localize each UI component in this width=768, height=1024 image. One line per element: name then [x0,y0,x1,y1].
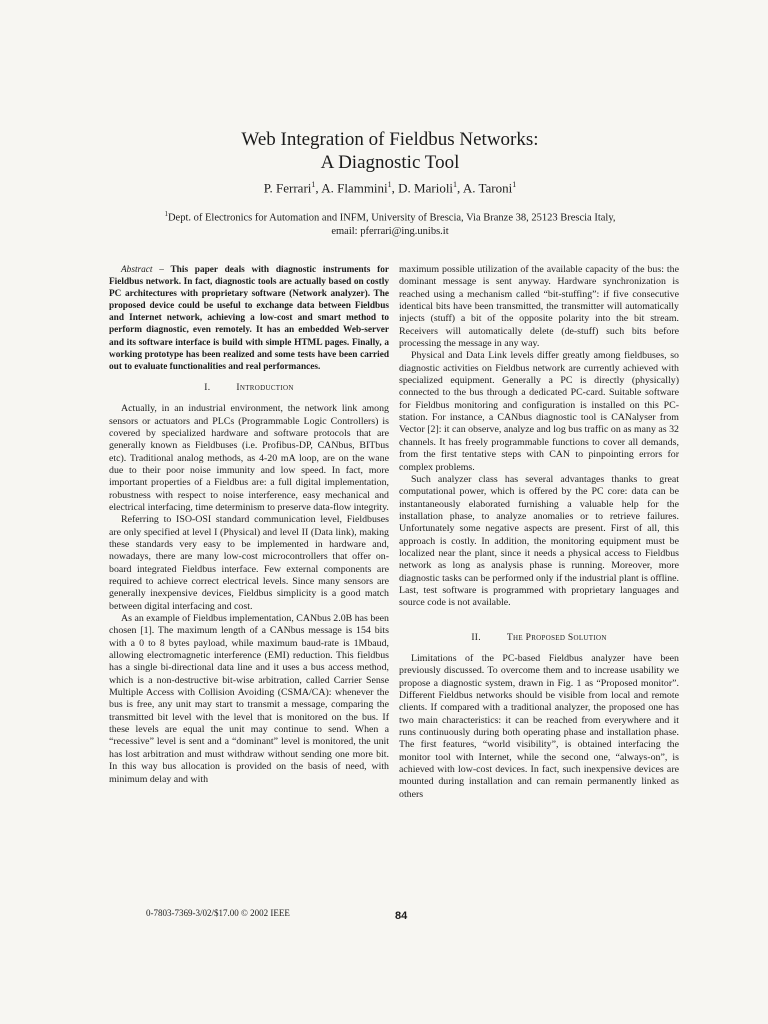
author-email: email: pferrari@ing.unibs.it [331,225,449,237]
left-column [109,264,389,786]
section-number: II. [471,632,481,643]
affiliation-block [90,208,690,238]
author-name: D. Marioli [398,180,454,196]
abstract [109,264,389,373]
body-paragraph: Actually, in an industrial environment, the network link among sensors or actuators and PLCs (Programmable Logic Controllers) is covered by specialized hardware and software protocols that are generally known as Fieldbuses (i.e. Profibus-DP, CANbus, BITbus etc). Traditional analog methods, as 4-20 mA loop, are on the wane due to their poor noise immunity and low speed. In fact, more important properties of a Fieldbus are: a full digital implementation, robustness with respect to noise interference, easy mechanical and electrical interfacing, time determinism to preserve data-flow integrity. [109,403,389,513]
author-affil-mark: 1 [512,180,517,189]
affiliation-text: Dept. of Electronics for Automation and INFM, University of Brescia, Via Branze 38, 25123 Brescia Italy, [167,212,616,224]
body-paragraph: Referring to ISO-OSI standard communication level, Fieldbuses are only specified at level I (Physical) and level II (Data link), making these standards very easy to be implemented in hardware and, nowadays, there are many low-cost microcontrollers that offer on-board integrated Fieldbus interface. Few external components are required to achieve correct electrical levels. Since many sensors are generally inexpensive devices, Fieldbus simplicity is a good match between digital interfacing and cost. [109,514,389,612]
title-line-1: Web Integration of Fieldbus Networks: [241,129,539,150]
author-affil-mark: 1 [453,180,458,189]
body-paragraph: Limitations of the PC-based Fieldbus analyzer have been previously discussed. To overcome them and to increase usability we propose a diagnostic system, drawn in Fig. 1 as “Proposed monitor”. Different Fieldbus networks should be visible from local and remote clients. If compared with a traditional analyzer, the proposed one has two main characteristics: it can be reached from everywhere and it runs continuously during both operating phase and installation phase. The first features, “world visibility”, is obtained interfacing the monitor tool with Internet, while the second one, “always-on”, is achieved with low-cost devices. In fact, such inexpensive devices are mounted during installation and can remain permanently linked as others [399,652,679,800]
right-column [399,264,679,801]
section-title: The Proposed Solution [506,632,607,643]
section-number: I. [204,382,211,393]
section-heading-introduction [109,382,389,394]
author-name: A. Taroni [462,180,513,196]
page-number: 84 [395,910,408,922]
section-heading-proposed-solution [399,632,679,644]
author-name: P. Ferrari [263,180,312,196]
section-title: Introduction [236,382,294,393]
author-affil-mark: 1 [311,180,316,189]
body-paragraph: As an example of Fieldbus implementation, CANbus 2.0B has been chosen [1]. The maximum length of a CANbus message is 154 bits with a 0 to 8 bytes payload, while maximum baud-rate is 1Mbaud, allowing electromagnetic interference (EMI) reduction. This fieldbus has a single bi-directional data line and it uses a bus access method, which is a non-destructive bit-wise arbitration, called Carrier Sense Multiple Access with Collision Avoiding (CSMA/CA): whenever the bus is free, any unit may start to transmit a message, comparing the transmitted bit level with the level that is monitored on the bus. If these levels are equal the unit may continue to send. When a “recessive” level is sent and a “dominant” level is monitored, the unit has lost arbitration and must withdraw without sending one more bit. In this way bus allocation is provided on the basis of need, with minimum delay and with [109,613,389,785]
abstract-lead: Abstract – [121,265,164,275]
author-list: P. Ferrari$^1$, A. Flammini$^1$, D. Marioli$^1$, A. Taroni$^1$ [263,180,517,196]
author-affil-mark: 1 [387,180,392,189]
author-name: A. Flammini [321,180,388,196]
paper-title [100,128,680,174]
body-paragraph: Physical and Data Link levels differ greatly among fieldbuses, so diagnostic activities on Fieldbus network are currently achieved with specialized equipment. Generally a PC is directly (physically) connected to the bus through a dedicated PC-card. Suitable software for Fieldbus monitoring and configuration is installed on this PC-station. For instance, a CANbus diagnostic tool is CANalyser from Vector [2]: it can observe, analyze and log bus traffic on as many as 32 channels. It has freely programmable functions to cover all demands, from the first tentative steps with CAN to pinpointing errors for complex problems. [399,350,679,473]
affiliation-mark: 1 [164,210,168,218]
body-paragraph: maximum possible utilization of the available capacity of the bus: the dominant message is sent anyway. Hardware synchronization is reached using a mechanism called “bit-stuffing”: if five consecutive identical bits have been transmitted, the transmitter will automatically injects (stuff) a bit of the opposite polarity into the bit stream. Receivers will automatically delete (de-stuff) such bits before processing the message in any way. [399,264,679,350]
copyright-notice: 0-7803-7369-3/02/$17.00 © 2002 IEEE [146,908,290,918]
abstract-body: This paper deals with diagnostic instruments for Fieldbus network. In fact, diagnostic tools are actually based on costly PC architectures with proprietary software (Network analyzer). The proposed device could be useful to exchange data between Fieldbus and Internet network, achieving a low-cost and smart method to perform diagnostic, even remotely. It has an embedded Web-server and its software interface is build with simple HTML pages. Finally, a working prototype has been realized and some tests have been carried out to evaluate functionalities and real performances. [109,265,389,372]
body-paragraph: Such analyzer class has several advantages thanks to great computational power, which is offered by the PC core: data can be instantaneously elaborated furnishing a valuable help for the installation phase, to analyze anomalies or to retrieve failures. Unfortunately some negative aspects are present. First of all, this approach is costly. In addition, the monitoring equipment must be localized near the plant, since it needs a physical access to Fieldbus network as long as analysis phase is running. Moreover, more diagnostic tasks can be performed only if the industrial plant is offline. Last, test software is programmed with proprietary languages and source code is not available. [399,473,679,609]
title-line-2: A Diagnostic Tool [320,152,460,173]
